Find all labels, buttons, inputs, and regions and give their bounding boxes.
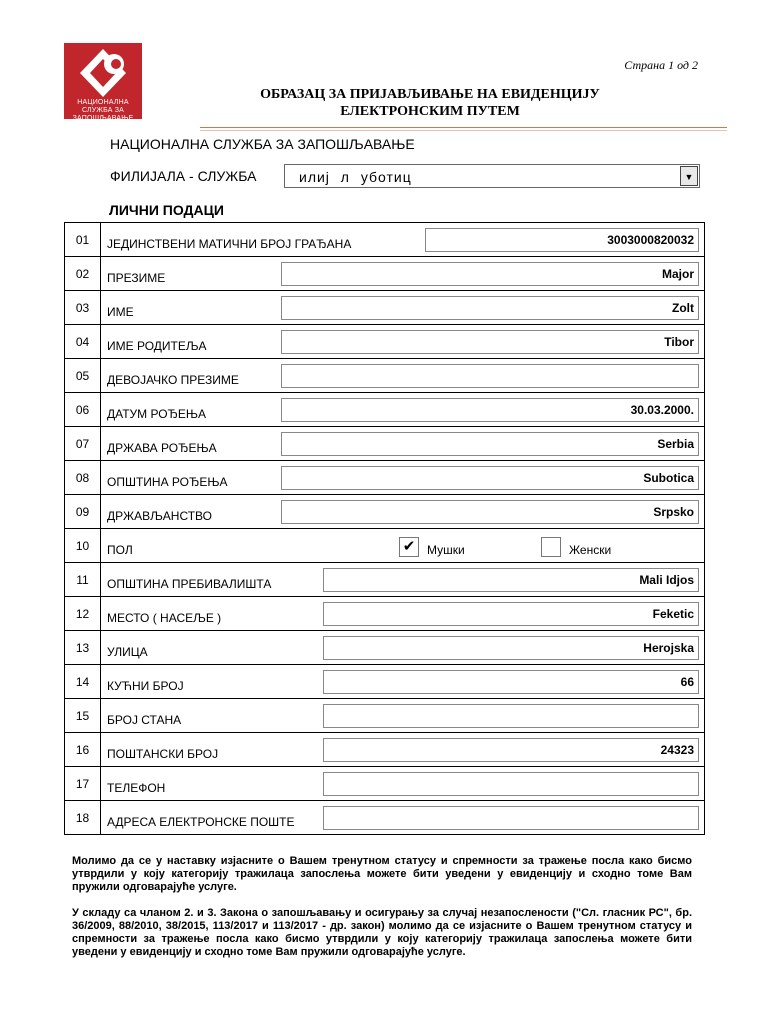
row-cell (101, 427, 705, 461)
branch-label: ФИЛИЈАЛА - СЛУЖБА (110, 168, 257, 184)
field-input[interactable]: 24323 (323, 738, 699, 762)
field-label: ПОЛ (107, 543, 133, 557)
page-number: Страна 1 од 2 (624, 58, 698, 72)
row-cell (101, 631, 705, 665)
field-label: ЈЕДИНСТВЕНИ МАТИЧНИ БРОЈ ГРАЂАНА (107, 237, 352, 251)
row-number: 09 (65, 495, 101, 529)
field-input[interactable]: Tibor (281, 330, 699, 354)
row-cell (101, 665, 705, 699)
row-number: 05 (65, 359, 101, 393)
row-number: 06 (65, 393, 101, 427)
field-label: ДРЖАВА РОЂЕЊА (107, 441, 217, 455)
field-label: ДРЖАВЉАНСТВО (107, 509, 212, 523)
field-input[interactable]: Mali Idjos (323, 568, 699, 592)
row-number: 04 (65, 325, 101, 359)
branch-select[interactable] (284, 164, 700, 188)
table-row (65, 529, 705, 563)
field-input[interactable]: Major (281, 262, 699, 286)
table-row (65, 631, 705, 665)
field-label: ПРЕЗИМЕ (107, 271, 166, 285)
personal-data-table (64, 222, 705, 835)
section-title: ЛИЧНИ ПОДАЦИ (109, 202, 224, 218)
row-cell (101, 801, 705, 835)
field-input[interactable] (323, 772, 699, 796)
table-row (65, 563, 705, 597)
table-row (65, 461, 705, 495)
row-number: 18 (65, 801, 101, 835)
field-label: УЛИЦА (107, 645, 148, 659)
row-number: 08 (65, 461, 101, 495)
table-row (65, 767, 705, 801)
header-divider-secondary (200, 130, 727, 131)
row-cell (101, 223, 705, 257)
table-row (65, 699, 705, 733)
field-input[interactable]: Feketic (323, 602, 699, 626)
field-input[interactable]: Subotica (281, 466, 699, 490)
row-cell (101, 767, 705, 801)
row-number: 16 (65, 733, 101, 767)
field-label: ИМЕ (107, 305, 134, 319)
field-label: МЕСТО ( НАСЕЉЕ ) (107, 611, 222, 625)
field-input[interactable]: Srpsko (281, 500, 699, 524)
table-row (65, 801, 705, 835)
field-input[interactable] (323, 806, 699, 830)
row-cell (101, 495, 705, 529)
table-row (65, 495, 705, 529)
form-title-line2: ЕЛЕКТРОНСКИМ ПУТЕМ (340, 104, 520, 119)
table-row (65, 257, 705, 291)
row-cell (101, 597, 705, 631)
field-input[interactable]: Serbia (281, 432, 699, 456)
row-number: 11 (65, 563, 101, 597)
field-input[interactable]: 3003000820032 (425, 228, 699, 252)
row-cell (101, 257, 705, 291)
gender-male-label: Мушки (427, 543, 465, 557)
field-input[interactable]: Herojska (323, 636, 699, 660)
field-label: ОПШТИНА РОЂЕЊА (107, 475, 228, 489)
field-label: ДАТУМ РОЂЕЊА (107, 407, 207, 421)
row-cell (101, 291, 705, 325)
field-input[interactable] (323, 704, 699, 728)
table-row (65, 597, 705, 631)
row-number: 10 (65, 529, 101, 563)
legal-note: У складу са чланом 2. и 3. Закона о запошљавању и осигурању за случај незапослености ("Сл. гласник РС", бр. 36/2009, 88/2010, 38/2015, 113/2017 и 113/2017 - др. закон) молимо да се изјасните о Вашем тренутном статусу и спремности за тражење посла како бисмо утврдили у коју категорију тражилаца запослења можете бити уведени у евиденцију и сходно томе Вам пружили одговарајуће услуге. (72, 907, 692, 958)
logo-text: НАЦИОНАЛНА СЛУЖБА ЗА ЗАПОШЉАВАЊЕ (72, 99, 134, 122)
row-cell (101, 461, 705, 495)
row-cell (101, 733, 705, 767)
logo-emblem-icon (64, 43, 142, 103)
row-cell (101, 563, 705, 597)
gender-male-checkbox[interactable]: ✔ (399, 537, 419, 557)
field-label: ТЕЛЕФОН (107, 781, 166, 795)
branch-select-value: илиј л уботиц (299, 169, 412, 185)
table-row (65, 325, 705, 359)
organization-name: НАЦИОНАЛНА СЛУЖБА ЗА ЗАПОШЉАВАЊЕ (110, 136, 415, 152)
table-row (65, 359, 705, 393)
row-cell (101, 325, 705, 359)
field-label: АДРЕСА ЕЛЕКТРОНСКЕ ПОШТЕ (107, 815, 295, 829)
status-note: Молимо да се у наставку изјасните о Вашем тренутном статусу и спремности за тражење посла како бисмо утврдили у коју категорију тражилаца запослења можете бити уведени у евиденцију и сходно томе Вам пружили одговарајуће услуге. (72, 855, 692, 893)
row-cell (101, 699, 705, 733)
field-label: КУЋНИ БРОЈ (107, 679, 184, 693)
table-row (65, 291, 705, 325)
field-label: БРОЈ СТАНА (107, 713, 182, 727)
table-row (65, 665, 705, 699)
table-row (65, 393, 705, 427)
row-number: 01 (65, 223, 101, 257)
form-title (200, 86, 660, 120)
row-cell (101, 393, 705, 427)
row-number: 02 (65, 257, 101, 291)
row-cell (101, 529, 705, 563)
form-title-line1: ОБРАЗАЦ ЗА ПРИЈАВЉИВАЊЕ НА ЕВИДЕНЦИЈУ (260, 87, 600, 102)
row-number: 15 (65, 699, 101, 733)
table-row (65, 733, 705, 767)
field-label: ОПШТИНА ПРЕБИВАЛИШТА (107, 577, 272, 591)
field-input[interactable] (281, 364, 699, 388)
gender-female-checkbox[interactable] (541, 537, 561, 557)
row-number: 14 (65, 665, 101, 699)
field-label: ДЕВОЈАЧКО ПРЕЗИМЕ (107, 373, 239, 387)
row-number: 03 (65, 291, 101, 325)
row-number: 07 (65, 427, 101, 461)
row-cell (101, 359, 705, 393)
field-label: ПОШТАНСКИ БРОЈ (107, 747, 219, 761)
header-divider (200, 127, 727, 128)
field-input[interactable]: 30.03.2000. (281, 398, 699, 422)
row-number: 17 (65, 767, 101, 801)
gender-female-label: Женски (569, 543, 612, 557)
table-row (65, 427, 705, 461)
row-number: 12 (65, 597, 101, 631)
field-input[interactable]: Zolt (281, 296, 699, 320)
table-row (65, 223, 705, 257)
dropdown-arrow-icon[interactable]: ▼ (680, 166, 698, 186)
row-number: 13 (65, 631, 101, 665)
field-input[interactable]: 66 (323, 670, 699, 694)
field-label: ИМЕ РОДИТЕЉА (107, 339, 207, 353)
